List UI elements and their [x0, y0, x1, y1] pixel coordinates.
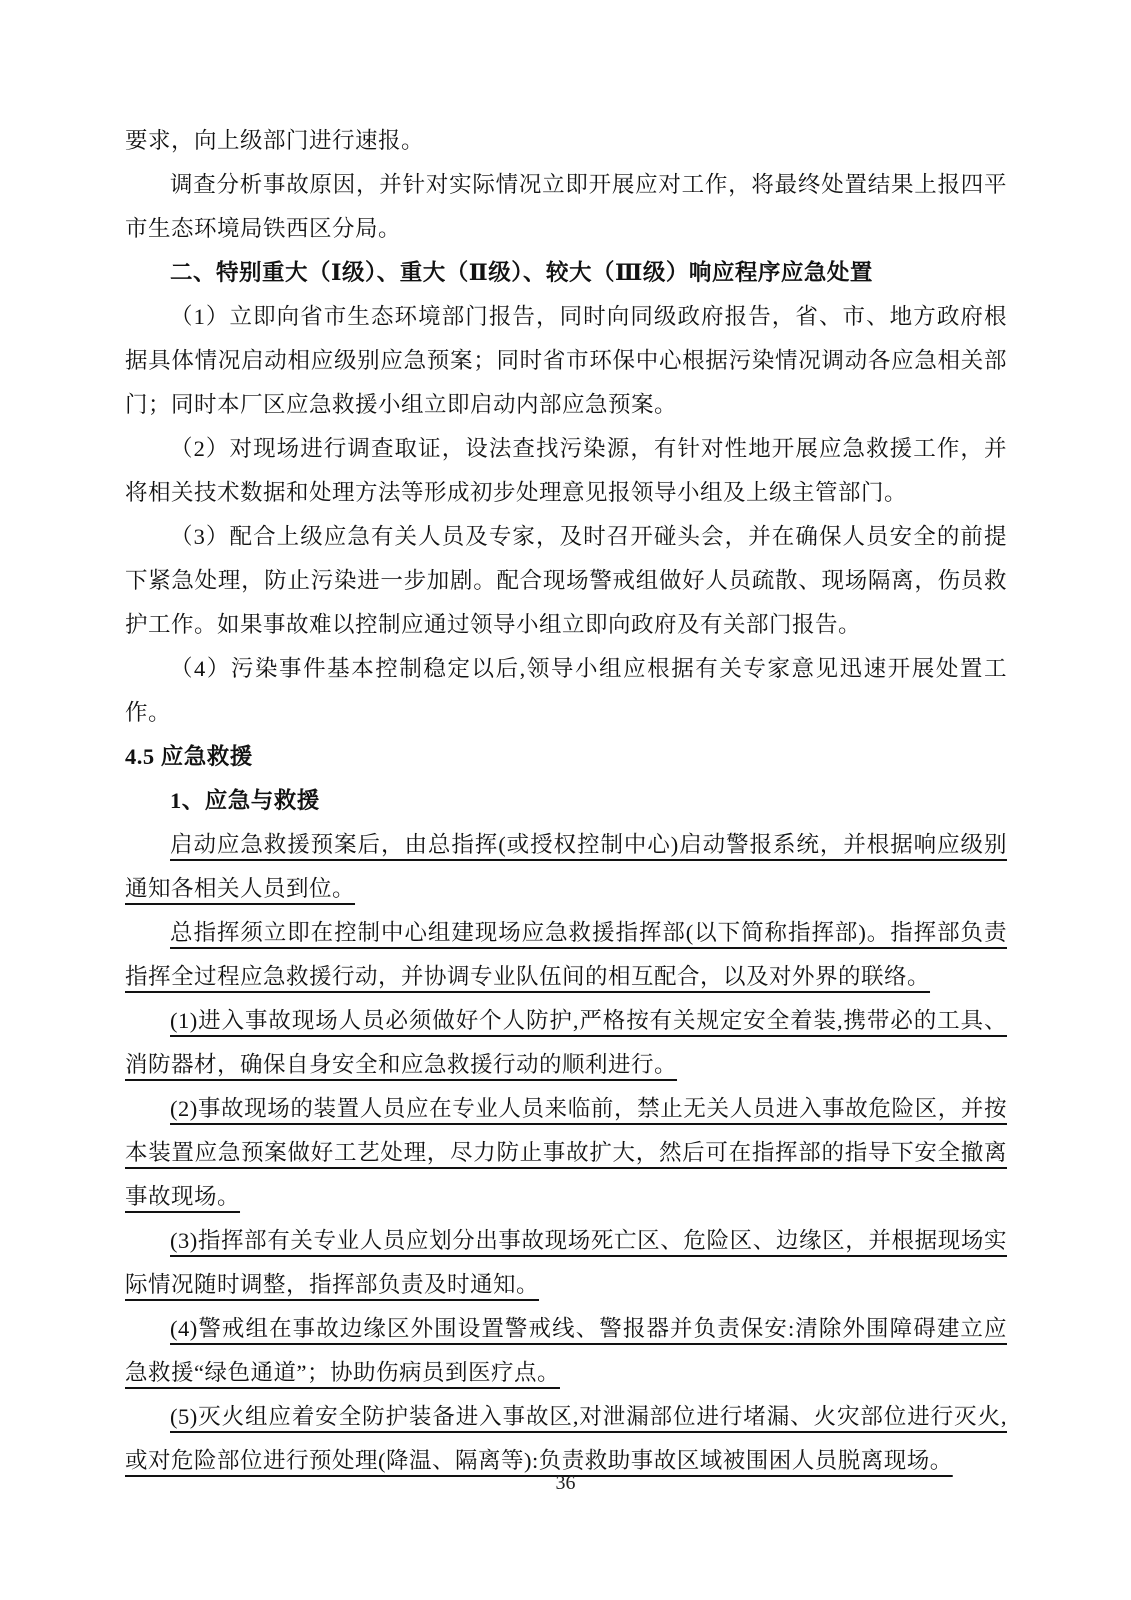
body-paragraph: 调查分析事故原因，并针对实际情况立即开展应对工作，将最终处置结果上报四平市生态环境局铁西区分局。	[125, 172, 1007, 241]
underlined-paragraph-command-center: 总指挥须立即在控制中心组建现场应急救援指挥部(以下简称指挥部)。指挥部负责指挥全过程应急救援行动，并协调专业队伍间的相互配合，以及对外界的联络。	[125, 920, 1007, 989]
numbered-item-4: （4）污染事件基本控制稳定以后,领导小组应根据有关专家意见迅速开展处置工作。	[125, 656, 1007, 725]
document-body	[125, 119, 1007, 1483]
section-heading-response-levels: 二、特别重大（Ⅰ级）、重大（Ⅱ级）、较大（Ⅲ级）响应程序应急处置	[170, 260, 873, 285]
underlined-item-5: (5)灭火组应着安全防护装备进入事故区,对泄漏部位进行堵漏、火灾部位进行灭火,或对危险部位进行预处理(降温、隔离等):负责救助事故区域被围困人员脱离现场。	[125, 1404, 1007, 1473]
numbered-item-2: （2）对现场进行调查取证，设法查找污染源，有针对性地开展应急救援工作，并将相关技术数据和处理方法等形成初步处理意见报领导小组及上级主管部门。	[125, 436, 1007, 505]
subheading-1-emergency-and-rescue: 1、应急与救援	[170, 788, 320, 813]
underlined-item-3: (3)指挥部有关专业人员应划分出事故现场死亡区、危险区、边缘区，并根据现场实际情况随时调整，指挥部负责及时通知。	[125, 1228, 1007, 1297]
underlined-item-2: (2)事故现场的装置人员应在专业人员来临前，禁止无关人员进入事故危险区，并按本装置应急预案做好工艺处理，尽力防止事故扩大，然后可在指挥部的指导下安全撤离事故现场。	[125, 1096, 1007, 1209]
page-number: 36	[555, 1472, 576, 1494]
continuation-paragraph: 要求，向上级部门进行速报。	[125, 128, 425, 153]
underlined-item-4: (4)警戒组在事故边缘区外围设置警戒线、警报器并负责保安:清除外围障碍建立应急救援“绿色通道”；协助伤病员到医疗点。	[125, 1316, 1007, 1385]
numbered-item-1: （1）立即向省市生态环境部门报告，同时向同级政府报告，省、市、地方政府根据具体情况启动相应级别应急预案；同时省市环保中心根据污染情况调动各应急相关部门；同时本厂区应急救援小组立即启动内部应急预案。	[125, 304, 1007, 417]
heading-4-5-emergency-rescue: 4.5 应急救援	[125, 744, 253, 769]
numbered-item-3: （3）配合上级应急有关人员及专家，及时召开碰头会，并在确保人员安全的前提下紧急处理，防止污染进一步加剧。配合现场警戒组做好人员疏散、现场隔离，伤员救护工作。如果事故难以控制应通过领导小组立即向政府及有关部门报告。	[125, 524, 1007, 637]
underlined-paragraph-alarm-start: 启动应急救援预案后，由总指挥(或授权控制中心)启动警报系统，并根据响应级别通知各相关人员到位。	[125, 832, 1007, 901]
underlined-item-1: (1)进入事故现场人员必须做好个人防护,严格按有关规定安全着装,携带必的工具、消防器材，确保自身安全和应急救援行动的顺利进行。	[125, 1008, 1007, 1077]
